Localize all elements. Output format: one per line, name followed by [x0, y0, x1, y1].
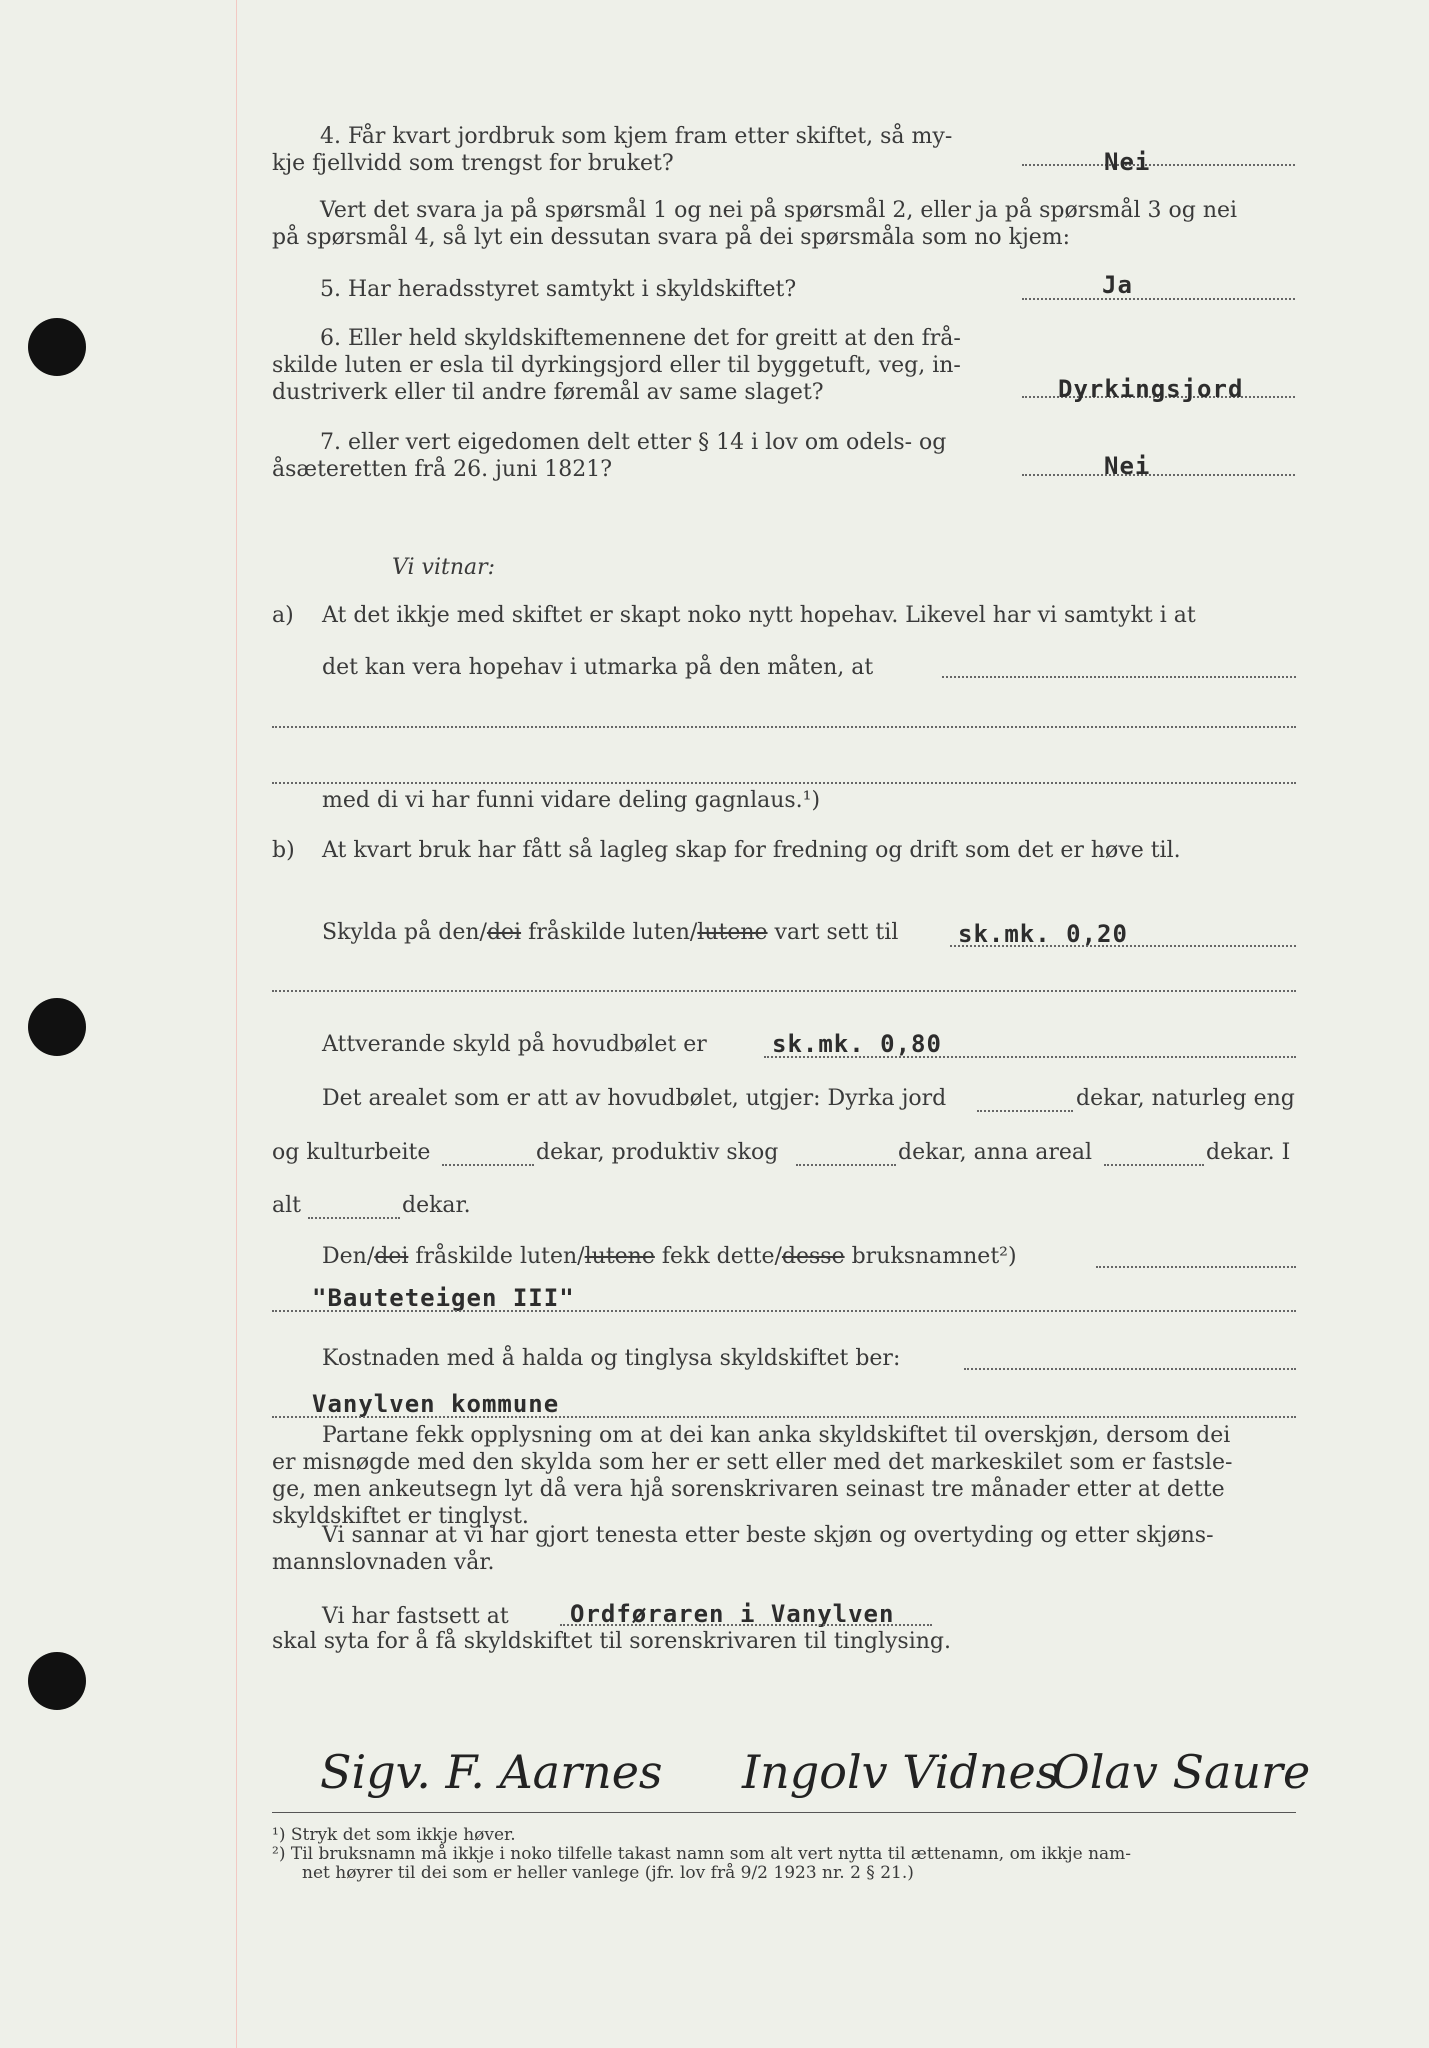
q6-line2: skilde luten er esla til dyrkingsjord eller til byggetuft, veg, in-	[272, 353, 961, 378]
signature-2: Ingolv Vidnes	[742, 1745, 1060, 1799]
partane-line4: skyldskiftet er tinglyst.	[272, 1504, 529, 1529]
areal-dots-skog	[796, 1164, 896, 1166]
signature-1: Sigv. F. Aarnes	[320, 1745, 663, 1799]
fastsett-value: Ordføraren i Vanylven	[570, 1600, 895, 1628]
skyld-line	[322, 920, 898, 945]
vitnar-b-line1: At kvart bruk har fått så lagleg skap for fredning og drift som det er høve til.	[322, 838, 1181, 863]
q4-line1: 4. Får kvart jordbruk som kjem fram etter skiftet, så my-	[320, 124, 953, 149]
attverande-dots	[764, 1056, 1296, 1058]
areal-dots-alt	[308, 1217, 400, 1219]
vitnar-a-line3: med di vi har funni vidare deling gagnlaus.¹)	[322, 788, 821, 813]
partane-line1: Partane fekk opplysning om at dei kan anka skyldskiftet til overskjøn, dersom dei	[322, 1423, 1231, 1448]
kostnad-value: Vanylven kommune	[312, 1390, 560, 1418]
partane-line3: ge, men ankeutsegn lyt då vera hjå sorenskrivaren seinast tre månader etter at dette	[272, 1477, 1225, 1502]
signature-3: Olav Saure	[1052, 1745, 1311, 1799]
areal-line2-a: og kulturbeite	[272, 1140, 431, 1165]
areal-dots-dyrka	[977, 1110, 1073, 1112]
attverande-value: sk.mk. 0,80	[772, 1030, 942, 1058]
q5-answer: Ja	[1102, 271, 1133, 299]
bruksnamn-struck-lutene: lutene	[584, 1244, 655, 1269]
skyld-dots2	[272, 990, 1296, 992]
skyld-middle: fråskilde luten/	[521, 920, 698, 945]
margin-line	[236, 0, 237, 2048]
q4-line2: kje fjellvidd som trengst for bruket?	[272, 151, 674, 176]
cond-line1: Vert det svara ja på spørsmål 1 og nei på spørsmål 2, eller ja på spørsmål 3 og nei	[320, 198, 1238, 223]
skyld-struck-lutene: lutene	[697, 920, 768, 945]
areal-line2-b: dekar, produktiv skog	[536, 1140, 779, 1165]
q6-answer: Dyrkingsjord	[1058, 375, 1244, 403]
punch-hole-middle	[28, 998, 86, 1056]
footnote-1: ¹) Stryk det som ikkje høver.	[272, 1825, 516, 1845]
punch-hole-bottom	[28, 1652, 86, 1710]
partane-line2: er misnøgde med den skylda som her er sett eller med det markeskilet som er fastsle-	[272, 1450, 1233, 1475]
skyld-struck-dei: dei	[486, 920, 522, 945]
areal-line1-b: dekar, naturleg eng	[1076, 1086, 1295, 1111]
q7-line2: åsæteretten frå 26. juni 1821?	[272, 457, 613, 482]
vitnar-a-line2: det kan vera hopehav i utmarka på den måten, at	[322, 655, 874, 680]
vitnar-a-dots3	[272, 782, 1296, 784]
vitnar-b-label: b)	[272, 838, 295, 863]
q7-dots	[1022, 474, 1295, 476]
vitnar-a-label: a)	[272, 603, 294, 628]
skyld-value: sk.mk. 0,20	[958, 920, 1128, 948]
q4-answer: Nei	[1104, 148, 1151, 176]
skyld-prefix: Skylda på den/	[322, 920, 487, 945]
areal-line2-d: dekar. I	[1206, 1140, 1291, 1165]
fastsett-dots	[560, 1624, 932, 1626]
kostnad-dots2	[272, 1416, 1296, 1418]
q7-answer: Nei	[1104, 452, 1151, 480]
vitnar-a-line1: At det ikkje med skiftet er skapt noko nytt hopehav. Likevel har vi samtykt i at	[322, 603, 1196, 628]
q7-line1: 7. eller vert eigedomen delt etter § 14 i lov om odels- og	[320, 430, 947, 455]
signature-rule	[272, 1812, 1296, 1813]
skyld-suffix: vart sett til	[767, 920, 899, 945]
bruksnamn-suffix: bruksnamnet²)	[844, 1244, 1017, 1269]
areal-line2-c: dekar, anna areal	[898, 1140, 1093, 1165]
kostnad-text: Kostnaden med å halda og tinglysa skyldskiftet ber:	[322, 1346, 901, 1371]
cond-line2: på spørsmål 4, så lyt ein dessutan svara på dei spørsmåla som no kjem:	[272, 225, 1071, 250]
areal-line3-a: alt	[272, 1193, 301, 1218]
q6-line1: 6. Eller held skyldskiftemennene det for greitt at den frå-	[320, 326, 961, 351]
bruksnamn-dots2	[272, 1310, 1296, 1312]
kostnad-dots	[964, 1368, 1296, 1370]
q5-dots	[1022, 298, 1295, 300]
bruksnamn-struck-desse: desse	[781, 1244, 845, 1269]
areal-line1-a: Det arealet som er att av hovudbølet, utgjer: Dyrka jord	[322, 1086, 947, 1111]
attverande-text: Attverande skyld på hovudbølet er	[322, 1032, 707, 1057]
areal-line3-b: dekar.	[402, 1193, 471, 1218]
footnote-2-line2: net høyrer til dei som er heller vanlege (jfr. lov frå 9/2 1923 nr. 2 § 21.)	[302, 1863, 914, 1883]
vitnar-a-dots1	[942, 676, 1296, 678]
bruksnamn-middle: fråskilde luten/	[408, 1244, 585, 1269]
skyld-dots	[950, 945, 1296, 947]
punch-hole-top	[28, 318, 86, 376]
sannar-line2: mannslovnaden vår.	[272, 1550, 495, 1575]
bruksnamn-dots	[1096, 1266, 1296, 1268]
bruksnamn-line	[322, 1244, 1017, 1269]
areal-dots-anna	[1104, 1164, 1204, 1166]
footnote-2-line1: ²) Til bruksnamn må ikkje i noko tilfelle takast namn som alt vert nytta til ættenamn, om ikkje nam-	[272, 1844, 1132, 1864]
q5-text: 5. Har heradsstyret samtykt i skyldskiftet?	[320, 277, 797, 302]
fastsett-prefix: Vi har fastsett at	[322, 1604, 509, 1629]
vitnar-a-dots2	[272, 726, 1296, 728]
sannar-line1: Vi sannar at vi har gjort tenesta etter beste skjøn og overtyding og etter skjøns-	[322, 1523, 1214, 1548]
vitnar-heading: Vi vitnar:	[392, 555, 496, 580]
areal-dots-kulturbeite	[442, 1164, 534, 1166]
bruksnamn-value: "Bauteteigen III"	[312, 1284, 575, 1312]
bruksnamn-middle2: fekk dette/	[654, 1244, 782, 1269]
q4-dots	[1022, 164, 1295, 166]
fastsett-line2: skal syta for å få skyldskiftet til sorenskrivaren til tinglysing.	[272, 1629, 951, 1654]
bruksnamn-prefix: Den/	[322, 1244, 375, 1269]
bruksnamn-struck-dei: dei	[374, 1244, 409, 1269]
q6-line3: dustriverk eller til andre føremål av same slaget?	[272, 380, 824, 405]
